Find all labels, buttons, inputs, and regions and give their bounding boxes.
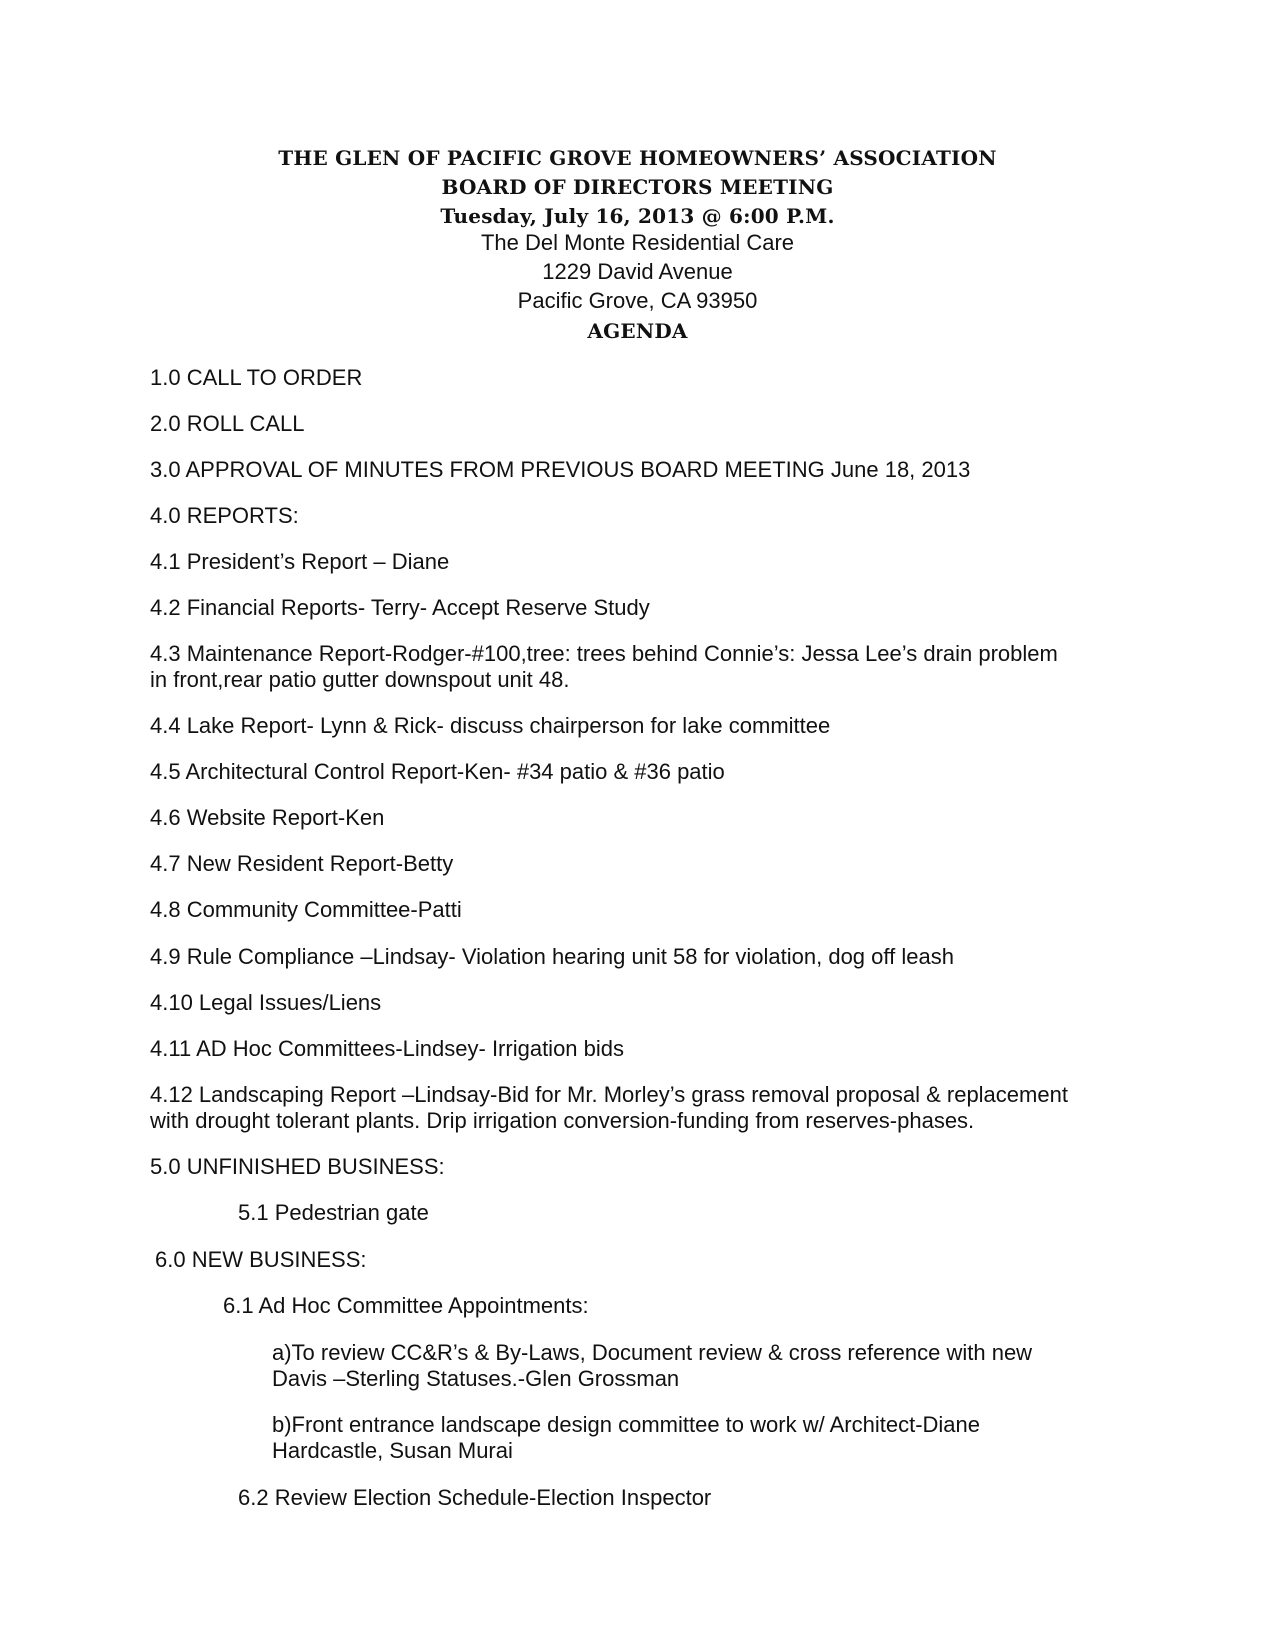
agenda-item-4-11: 4.11 AD Hoc Committees-Lindsey- Irrigation bids — [150, 1036, 625, 1061]
venue-city: Pacific Grove, CA 93950 — [517, 288, 758, 313]
agenda-item-4-0: 4.0 REPORTS: — [150, 503, 299, 528]
agenda-item-6-1-a: a)To review CC&R’s & By-Laws, Document review & cross reference with new — [272, 1340, 1033, 1365]
agenda-item-6-1-b-cont: Hardcastle, Susan Murai — [272, 1438, 513, 1463]
agenda-item-6-0: 6.0 NEW BUSINESS: — [155, 1247, 367, 1272]
agenda-item-4-5: 4.5 Architectural Control Report-Ken- #34 patio & #36 patio — [150, 759, 725, 784]
agenda-item-3-0: 3.0 APPROVAL OF MINUTES FROM PREVIOUS BOARD MEETING June 18, 2013 — [150, 457, 971, 482]
agenda-heading: AGENDA — [587, 319, 688, 343]
agenda-item-4-12-cont: with drought tolerant plants. Drip irrigation conversion-funding from reserves-phases. — [150, 1108, 975, 1133]
agenda-item-4-9: 4.9 Rule Compliance –Lindsay- Violation hearing unit 58 for violation, dog off leash — [150, 944, 954, 969]
agenda-item-4-3: 4.3 Maintenance Report-Rodger-#100,tree: trees behind Connie’s: Jessa Lee’s drain problem — [150, 641, 1058, 666]
venue-street: 1229 David Avenue — [542, 259, 733, 284]
agenda-item-1-0: 1.0 CALL TO ORDER — [150, 365, 363, 390]
agenda-item-4-2: 4.2 Financial Reports- Terry- Accept Reserve Study — [150, 595, 650, 620]
agenda-item-5-1: 5.1 Pedestrian gate — [238, 1200, 429, 1225]
agenda-item-6-1-b: b)Front entrance landscape design committee to work w/ Architect-Diane — [272, 1412, 980, 1437]
venue-name: The Del Monte Residential Care — [480, 230, 795, 255]
agenda-item-6-1-a-cont: Davis –Sterling Statuses.-Glen Grossman — [272, 1366, 680, 1391]
agenda-item-4-7: 4.7 New Resident Report-Betty — [150, 851, 454, 876]
meeting-title: BOARD OF DIRECTORS MEETING — [441, 175, 834, 199]
agenda-item-4-8: 4.8 Community Committee-Patti — [150, 897, 462, 922]
agenda-item-2-0: 2.0 ROLL CALL — [150, 411, 305, 436]
agenda-item-4-10: 4.10 Legal Issues/Liens — [150, 990, 382, 1015]
agenda-item-4-3-cont: in front,rear patio gutter downspout unit 48. — [150, 667, 570, 692]
agenda-item-4-12: 4.12 Landscaping Report –Lindsay-Bid for Mr. Morley’s grass removal proposal & replacement — [150, 1082, 1068, 1107]
agenda-item-4-1: 4.1 President’s Report – Diane — [150, 549, 450, 574]
agenda-item-5-0: 5.0 UNFINISHED BUSINESS: — [150, 1154, 445, 1179]
agenda-item-4-6: 4.6 Website Report-Ken — [150, 805, 385, 830]
agenda-item-4-4: 4.4 Lake Report- Lynn & Rick- discuss chairperson for lake committee — [150, 713, 831, 738]
agenda-item-6-2: 6.2 Review Election Schedule-Election Inspector — [238, 1485, 712, 1510]
agenda-item-6-1: 6.1 Ad Hoc Committee Appointments: — [223, 1293, 589, 1318]
meeting-date: Tuesday, July 16, 2013 @ 6:00 P.M. — [440, 204, 835, 228]
association-title: THE GLEN OF PACIFIC GROVE HOMEOWNERS’ ASSOCIATION — [278, 146, 997, 170]
